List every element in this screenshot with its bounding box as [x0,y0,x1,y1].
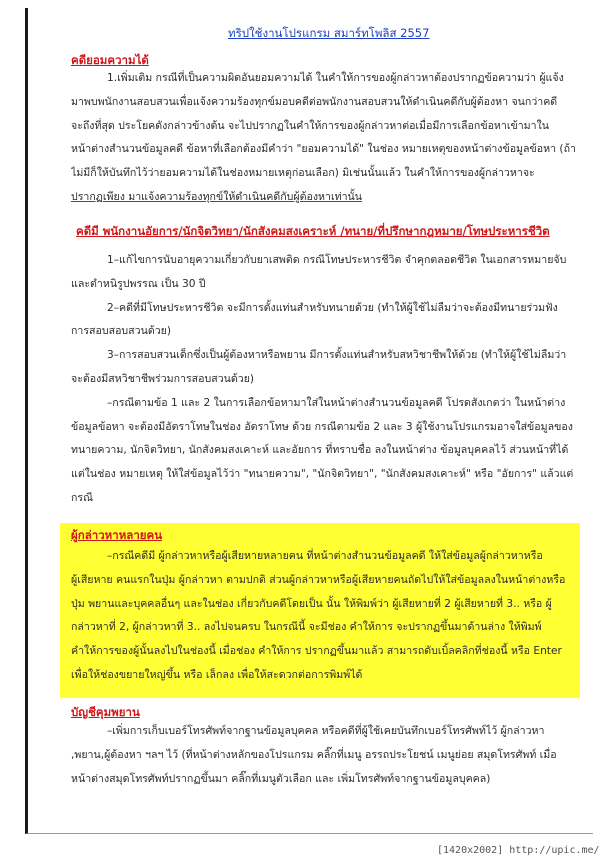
paragraph-line: –เพิ่มการเก็บเบอร์โทรศัพท์จากฐานข้อมูลบุคคล หรือคดีที่ผู้ใช้เคยบันทึกเบอร์โทรศัพท์ไว้ ผู้กล่าวหา [107,725,545,737]
paragraph-line: –กรณีตามข้อ 1 และ 2 ในการเลือกข้อหามาใส่ในหน้าต่างสำนวนข้อมูลคดี โปรดสังเกตว่า ในหน้าต่าง [107,396,566,409]
paragraph-line: ไม่มีก็ให้บันทึกไว้ว่ายอมความได้ในช่องหมายเหตุก่อนเลือก) มิเช่นนั้นแล้ว ในคำให้การของผู้กล่าวหาจะ [71,167,535,180]
document-title: ทริปใช้งานโปรแกรม สมาร์ทโพลิส 2557 [228,26,430,40]
section-heading-witness-register: บัญชีคุมพยาน [71,705,140,719]
paragraph-line: 1–แก้ไขการนับอายุความเกี่ยวกับยาเสพติด กรณีโทษประหารชีวิต จำคุกตลอดชีวิต ในเอกสารหมายจับ [107,254,567,266]
paragraph-line: กล่าวหาที่ 2, ผู้กล่าวหาที่ 3.. ลงไปจนครบ ในกรณีนี้ จะมีช่อง คำให้การ จะปรากฏขึ้นมาด้านล่าง ให้พิมพ์ [71,621,542,634]
section-body-officials [71,249,576,511]
paragraph-line: ปุ่ม พยานและบุคคลอื่นๆ และในช่อง เกี่ยวกับคดีโดยเป็น นั้น ให้พิมพ์ว่า ผู้เสียหายที่ 2 ผู้เสียหายที่ 3.. หรือ ผู้ [71,597,552,610]
section-heading-multiple-complainants: ผู้กล่าวหาหลายคน [71,528,163,542]
paragraph-line: จะต้องมีสหวิชาชีพร่วมการสอบสวนด้วย) [71,372,255,385]
paragraph-line: การสอบสอบสวนด้วย) [71,325,171,338]
paragraph-line: เพื่อให้ช่องขยายใหญ่ขึ้น หรือ เล็กลง เพื่อให้สะดวกต่อการพิมพ์ได้ [71,668,363,681]
paragraph-line: ข้อมูลข้อหา จะต้องมีอัตราโทษในช่อง อัตราโทษ ด้วย กรณีตามข้อ 2 และ 3 ผู้ใช้งานโปรแกรมอาจใส่ข้อมูลของ [71,420,573,433]
paragraph-line: 1.เพิ่มเติม กรณีที่เป็นความผิดอันยอมความได้ ในคำให้การของผู้กล่าวหาต้องปรากฏข้อความว่า ผู้แจ้ง [107,72,564,84]
paragraph-line: หน้าต่างสมุดโทรศัพท์ปรากฏขึ้นมา คลิ๊กที่เมนูตัวเลือก และ เพิ่มโทรศัพท์จากฐานข้อมูลบุคคล) [71,772,491,785]
paragraph-line: ทนายความ, นักจิตวิทยา, นักสังคมสงเคาะห์ และอัยการ ที่ทราบชื่อ ลงในหน้าต่าง ข้อมูลบุคคลไว้ ส่วนหน้าที่ได้ [71,444,569,457]
section-heading-compromisable: คดียอมความได้ [71,53,149,67]
paragraph-line: 3–การสอบสวนเด็กซึ่งเป็นผู้ต้องหาหรือพยาน มีการตั้งแท่นสำหรับสหวิชาชีพให้ด้วย (ทำให้ผู้ใช้ไม่ลืมว่า [107,349,567,362]
paragraph-line: หน้าต่างสำนวนข้อมูลคดี ข้อหาที่เลือกต้องมีคำว่า "ยอมความได้" ในช่อง หมายเหตุของหน้าต่างข้อมูลข้อหา (ถ้า [71,143,576,156]
paragraph-line: แต่ในช่อง หมายเหตุ ให้ใส่ข้อมูลไว้ว่า "ทนายความ", "นักจิตวิทยา", "นักสังคมสงเคาะห์" หรือ "อัยการ" แล้วแต่ [71,468,574,481]
paragraph-line: จะถึงที่สุด ประโยคดังกล่าวข้างต้น จะไปปรากฏในคำให้การของผู้กล่าวหาต่อเมื่อมีการเลือกข้อหาเข้ามาใน [71,119,550,132]
paragraph-line: มาพบพนักงานสอบสวนเพื่อแจ้งความร้องทุกข์มอบคดีต่อพนักงานสอบสวนให้ดำเนินคดีกับผู้ต้องหา จนกว่าคดี [71,95,558,108]
paragraph-line: ปรากฏเพียง มาแจ้งความร้องทุกข์ให้ดำเนินคดีกับผู้ต้องหาเท่านั้น [71,190,362,203]
section-body-multiple-complainants [71,545,576,688]
paragraph-line: –กรณีคดีมี ผู้กล่าวหาหรือผู้เสียหายหลายคน ที่หน้าต่างสำนวนข้อมูลคดี ให้ใส่ข้อมูลผู้กล่าวหาหรือ [107,550,543,562]
section-body-witness-register [71,720,576,791]
paragraph-line: 2–คดีที่มีโทษประหารชีวิต จะมีการตั้งแท่นสำหรับทนายด้วย (ทำให้ผู้ใช้ไม่ลืมว่าจะต้องมีทนายร่วมฟัง [107,301,558,314]
section-body-compromisable [71,67,576,210]
image-host-footer: [1420x2002] http://upic.me/ [437,845,600,856]
section-heading-officials: คดีมี พนักงานอัยการ/นักจิตวิทยา/นักสังคมสงเคราะห์ /ทนาย/ที่ปรึกษากฎหมาย/โทษประหารชีวิต [76,224,550,238]
paragraph-line: คำให้การของผู้นั้นลงไปในช่องนี้ เมื่อช่อง คำให้การ ปรากฏขึ้นมาแล้ว สามารถดับเบิ้ลคลิกที่ช่องนี้ หรือ Enter [71,645,562,658]
paragraph-line: และตำหนิรูปพรรณ เป็น 30 ปี [71,277,206,290]
paragraph-line: กรณี [71,491,93,504]
paragraph-line: ,พยาน,ผู้ต้องหา ฯลฯ ไว้ (ที่หน้าต่างหลักของโปรแกรม คลิ๊กที่เมนู อรรถประโยชน์ เมนูย่อย สมุดโทรศัพท์ เมื่อ [71,748,557,761]
paragraph-line: ผู้เสียหาย คนแรกในปุ่ม ผู้กล่าวหา ตามปกติ ส่วนผู้กล่าวหาหรือผู้เสียหายคนถัดไปให้ใส่ข้อมูลลงในหน้าต่างหรือ [71,573,566,586]
